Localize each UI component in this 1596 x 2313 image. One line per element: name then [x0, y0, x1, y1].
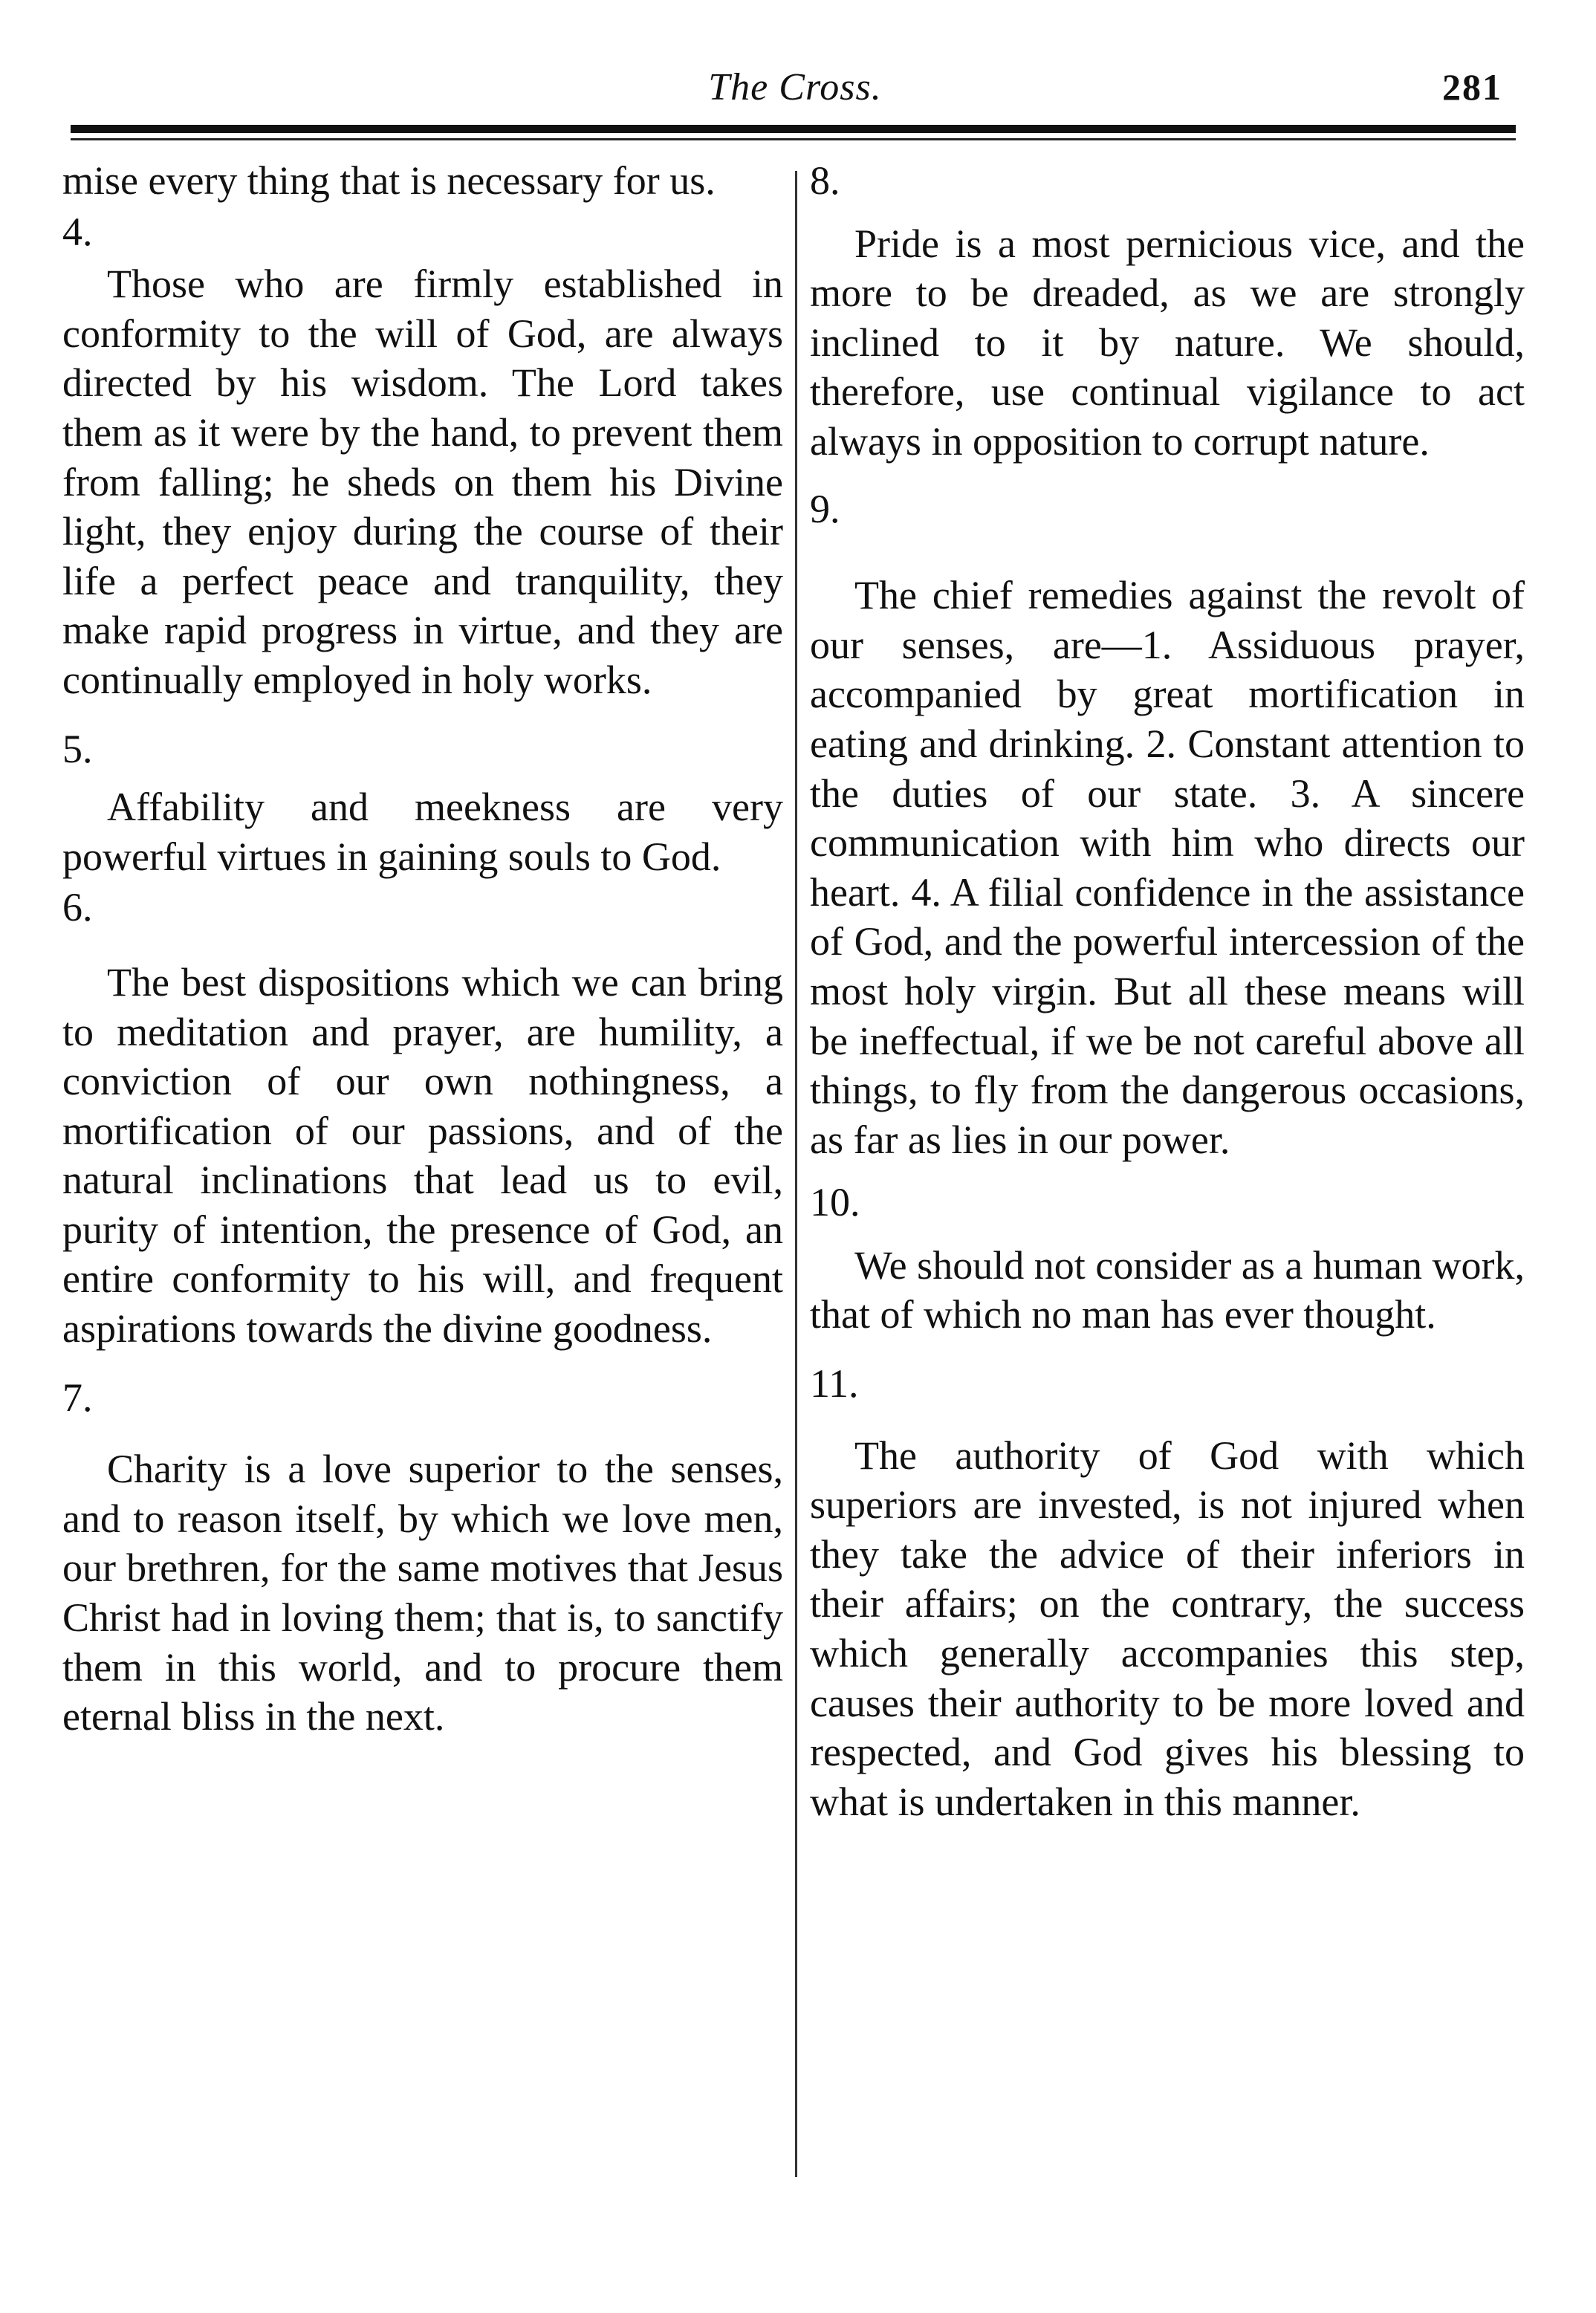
- section-number: 10.: [810, 1180, 860, 1225]
- section-number: 11.: [810, 1361, 859, 1407]
- right-column: [810, 156, 1525, 1826]
- section-number: 9.: [810, 486, 840, 531]
- header-rule-thin: [71, 138, 1516, 140]
- page-number: 281: [1442, 66, 1502, 108]
- section-text: Those who are firmly established in conformity to the will of God, are always directed by his wisdom. The Lord takes them as it were by the hand, to prevent them from falling; he sheds on them his Divine light, they enjoy during the course of their life a perfect peace and tranquility, they make rapid progress in virtue, and they are continually employed in holy works.: [62, 262, 783, 702]
- running-title: The Cross.: [708, 66, 882, 108]
- section-text: The chief remedies against the revolt of our senses, are—1. Assiduous prayer, accompanied by great mortification in eating and drinking. 2. Constant attention to the duties of our state. 3. A sincere communication with him who directs our heart. 4. A filial confidence in the assistance of God, and the powerful intercession of the most holy virgin. But all these means will be ineffectual, if we be not careful above all things, to fly from the dangerous occasions, as far as lies in our power.: [810, 573, 1525, 1162]
- continuation-paragraph: mise every thing that is necessary for us.: [62, 158, 716, 203]
- section-number: 8.: [810, 158, 840, 203]
- section-text: Charity is a love superior to the senses, and to reason itself, by which we love men, our brethren, for the same motives that Jesus Christ had in loving them; that is, to sanctify them in this world, and to procure them eternal bliss in the next.: [62, 1447, 783, 1739]
- section-text: Pride is a most pernicious vice, and the more to be dreaded, as we are strongly inclined to it by nature. We should, therefore, use continual vigilance to act always in opposition to corrupt nature.: [810, 221, 1525, 464]
- section-number: 6.: [62, 885, 93, 930]
- section-text: Affability and meekness are very powerful virtues in gaining souls to God.: [62, 785, 783, 879]
- left-column: [62, 156, 783, 1742]
- section-number: 5.: [62, 726, 93, 771]
- header-rule-thick: [71, 125, 1516, 133]
- section-number: 7.: [62, 1375, 93, 1420]
- page-header: [67, 58, 1523, 117]
- section-number: 4.: [62, 209, 93, 254]
- section-text: The authority of God with which superiors are invested, is not injured when they take the advice of their inferiors in their affairs; on the contrary, the success which generally accompanies this step, causes their authority to be more loved and respected, and God gives his blessing to what is undertaken in this manner.: [810, 1433, 1525, 1824]
- column-divider: [795, 171, 797, 2177]
- section-text: The best dispositions which we can bring to meditation and prayer, are humility, a conviction of our own nothingness, a mortification of our passions, and of the natural inclinations that lead us to evil, purity of intention, the presence of God, an entire conformity to his will, and frequent aspirations towards the divine goodness.: [62, 959, 783, 1352]
- section-text: We should not consider as a human work, that of which no man has ever thought.: [810, 1242, 1525, 1337]
